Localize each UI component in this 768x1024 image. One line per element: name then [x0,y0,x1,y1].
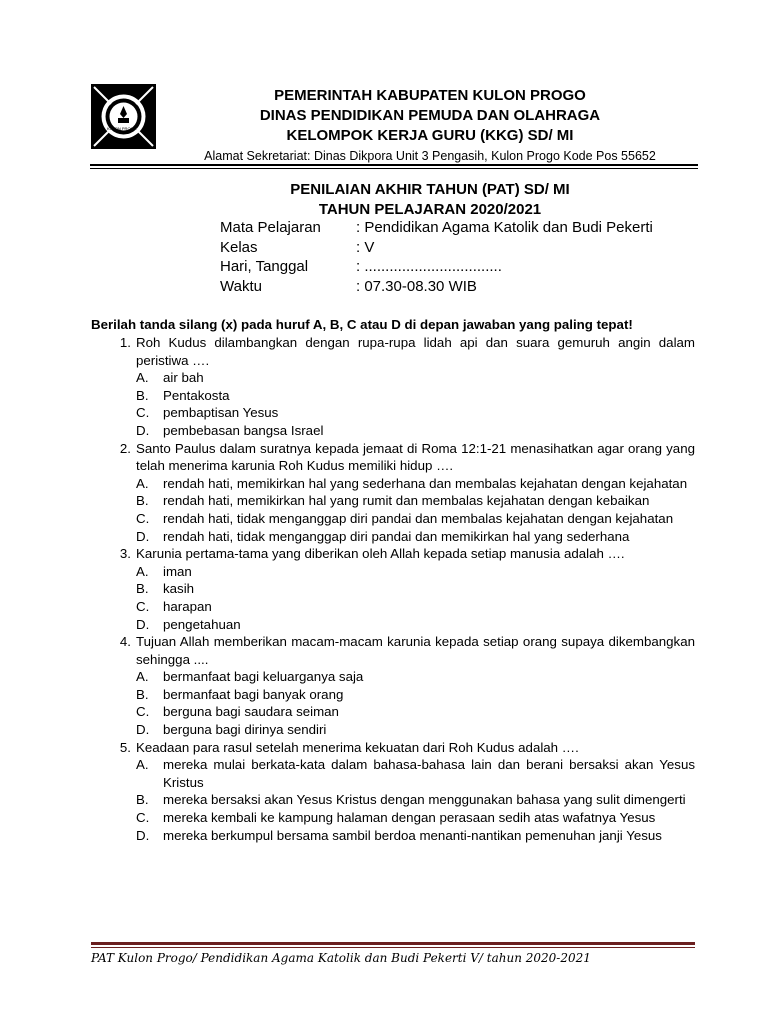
option-text: berguna bagi saudara seiman [163,704,339,720]
exam-title-line-2: TAHUN PELAJARAN 2020/2021 [318,201,542,218]
meta-row [220,277,653,297]
meta-value: : V [356,238,375,256]
question-text: Roh Kudus dilambangkan dengan rupa-rupa lidah api dan suara gemuruh angin dalam peristiwa …. [136,335,695,368]
option-c[interactable] [136,598,695,616]
question-5 [91,739,695,845]
meta-value: : 07.30-08.30 WIB [356,278,477,296]
question-text: Tujuan Allah memberikan macam-macam karunia kepada setiap orang supaya dikembangkan sehingga .... [136,634,695,667]
meta-row [220,257,653,277]
question-list [91,334,695,844]
option-letter: A. [136,475,149,491]
option-text: bermanfaat bagi keluarganya saja [163,669,364,685]
option-c[interactable] [136,510,695,528]
option-d[interactable] [136,422,695,440]
option-letter: D. [136,827,150,843]
option-text: Pentakosta [163,387,230,403]
option-a[interactable] [136,369,695,387]
option-text: kasih [163,581,195,597]
option-text: rendah hati, memikirkan hal yang rumit dan membalas kejahatan dengan kebaikan [163,493,650,509]
question-number: 4. [119,634,131,650]
letterhead [180,86,680,165]
option-text: mereka berkumpul bersama sambil berdoa menanti-nantikan pemenuhan janji Yesus [163,827,662,843]
option-letter: C. [136,510,150,526]
option-d[interactable] [136,616,695,634]
option-text: pembebasan bangsa Israel [163,422,324,438]
header-address: Alamat Sekretariat: Dinas Dikpora Unit 3 Pengasih, Kulon Progo Kode Pos 55652 [204,149,656,163]
meta-value: : Pendidikan Agama Katolik dan Budi Pekerti [356,219,653,236]
kulon-progo-logo: KULON PROGO [91,84,156,149]
option-letter: A. [136,370,149,386]
question-2 [91,440,695,546]
option-letter: D. [136,422,150,438]
option-b[interactable] [136,387,695,405]
option-letter: D. [136,616,150,632]
option-c[interactable] [136,404,695,422]
option-b[interactable] [136,580,695,598]
option-text: pembaptisan Yesus [163,405,279,421]
exam-title-line-1: PENILAIAN AKHIR TAHUN (PAT) SD/ MI [290,181,570,198]
exam-meta [220,218,653,297]
option-text: harapan [163,598,212,614]
question-1 [91,334,695,440]
header-divider [90,164,698,166]
question-number: 2. [119,440,131,456]
option-letter: C. [136,598,150,614]
option-d[interactable] [136,827,695,845]
meta-label: Hari, Tanggal [220,258,309,276]
footer-divider [91,942,695,945]
option-c[interactable] [136,809,695,827]
option-letter: B. [136,581,149,597]
option-text: mereka mulai berkata-kata dalam bahasa-bahasa lain dan berani bersaksi akan Yesus Kristus [163,757,695,790]
option-letter: D. [136,722,150,738]
option-letter: B. [136,792,149,808]
option-letter: A. [136,563,149,579]
option-letter: B. [136,493,149,509]
meta-value: : ................................. [356,258,502,276]
footer-divider-thin [91,947,695,948]
option-text: mereka kembali ke kampung halaman dengan perasaan sedih atas wafatnya Yesus [163,810,656,826]
option-d[interactable] [136,528,695,546]
option-d[interactable] [136,721,695,739]
option-text: rendah hati, tidak menganggap diri pandai dan membalas kejahatan dengan kejahatan [163,510,674,526]
option-letter: C. [136,704,150,720]
option-text: rendah hati, memikirkan hal yang sederhana dan membalas kejahatan dengan kejahatan [163,475,688,491]
question-3 [91,545,695,633]
header-line-1: PEMERINTAH KABUPATEN KULON PROGO [274,87,586,104]
option-a[interactable] [136,756,695,791]
meta-label: Waktu [220,278,262,296]
question-text: Karunia pertama-tama yang diberikan oleh Allah kepada setiap manusia adalah …. [136,546,625,562]
option-text: mereka bersaksi akan Yesus Kristus dengan menggunakan bahasa yang sulit dimengerti [163,792,686,808]
option-text: bermanfaat bagi banyak orang [163,686,344,702]
option-letter: A. [136,757,149,773]
option-b[interactable] [136,686,695,704]
meta-row [220,238,653,258]
option-letter: C. [136,810,150,826]
question-number: 1. [119,335,131,350]
question-number: 5. [119,739,131,755]
option-b[interactable] [136,791,695,809]
option-letter: B. [136,686,149,702]
question-number: 3. [119,546,131,562]
header-line-3: KELOMPOK KERJA GURU (KKG) SD/ MI [286,127,574,144]
option-text: pengetahuan [163,616,241,632]
question-text: Keadaan para rasul setelah menerima kekuatan dari Roh Kudus adalah …. [136,739,579,755]
meta-label: Kelas [220,238,258,256]
option-c[interactable] [136,703,695,721]
question-text: Santo Paulus dalam suratnya kepada jemaat di Roma 12:1-21 menasihatkan agar orang yang telah menerima karunia Roh Kudus memiliki hidup …. [136,440,695,474]
option-a[interactable] [136,668,695,686]
option-text: berguna bagi dirinya sendiri [163,722,327,738]
option-b[interactable] [136,492,695,510]
meta-row [220,218,653,238]
instruction: Berilah tanda silang (x) pada huruf A, B, C atau D di depan jawaban yang paling tepat! [91,317,633,332]
option-letter: D. [136,528,150,544]
option-a[interactable] [136,563,695,581]
option-text: air bah [163,370,204,386]
exam-title [180,180,680,220]
option-a[interactable] [136,475,695,493]
meta-label: Mata Pelajaran [220,219,321,236]
option-letter: A. [136,669,149,685]
question-4 [91,633,695,739]
option-letter: C. [136,405,150,421]
option-text: iman [163,563,192,579]
page-footer: PAT Kulon Progo/ Pendidikan Agama Katolik dan Budi Pekerti V/ tahun 2020-2021 [91,951,591,965]
option-letter: B. [136,387,149,403]
header-line-2: DINAS PENDIDIKAN PEMUDA DAN OLAHRAGA [259,107,601,124]
option-text: rendah hati, tidak menganggap diri pandai dan memikirkan hal yang sederhana [163,528,630,544]
header-divider-thin [90,168,698,169]
